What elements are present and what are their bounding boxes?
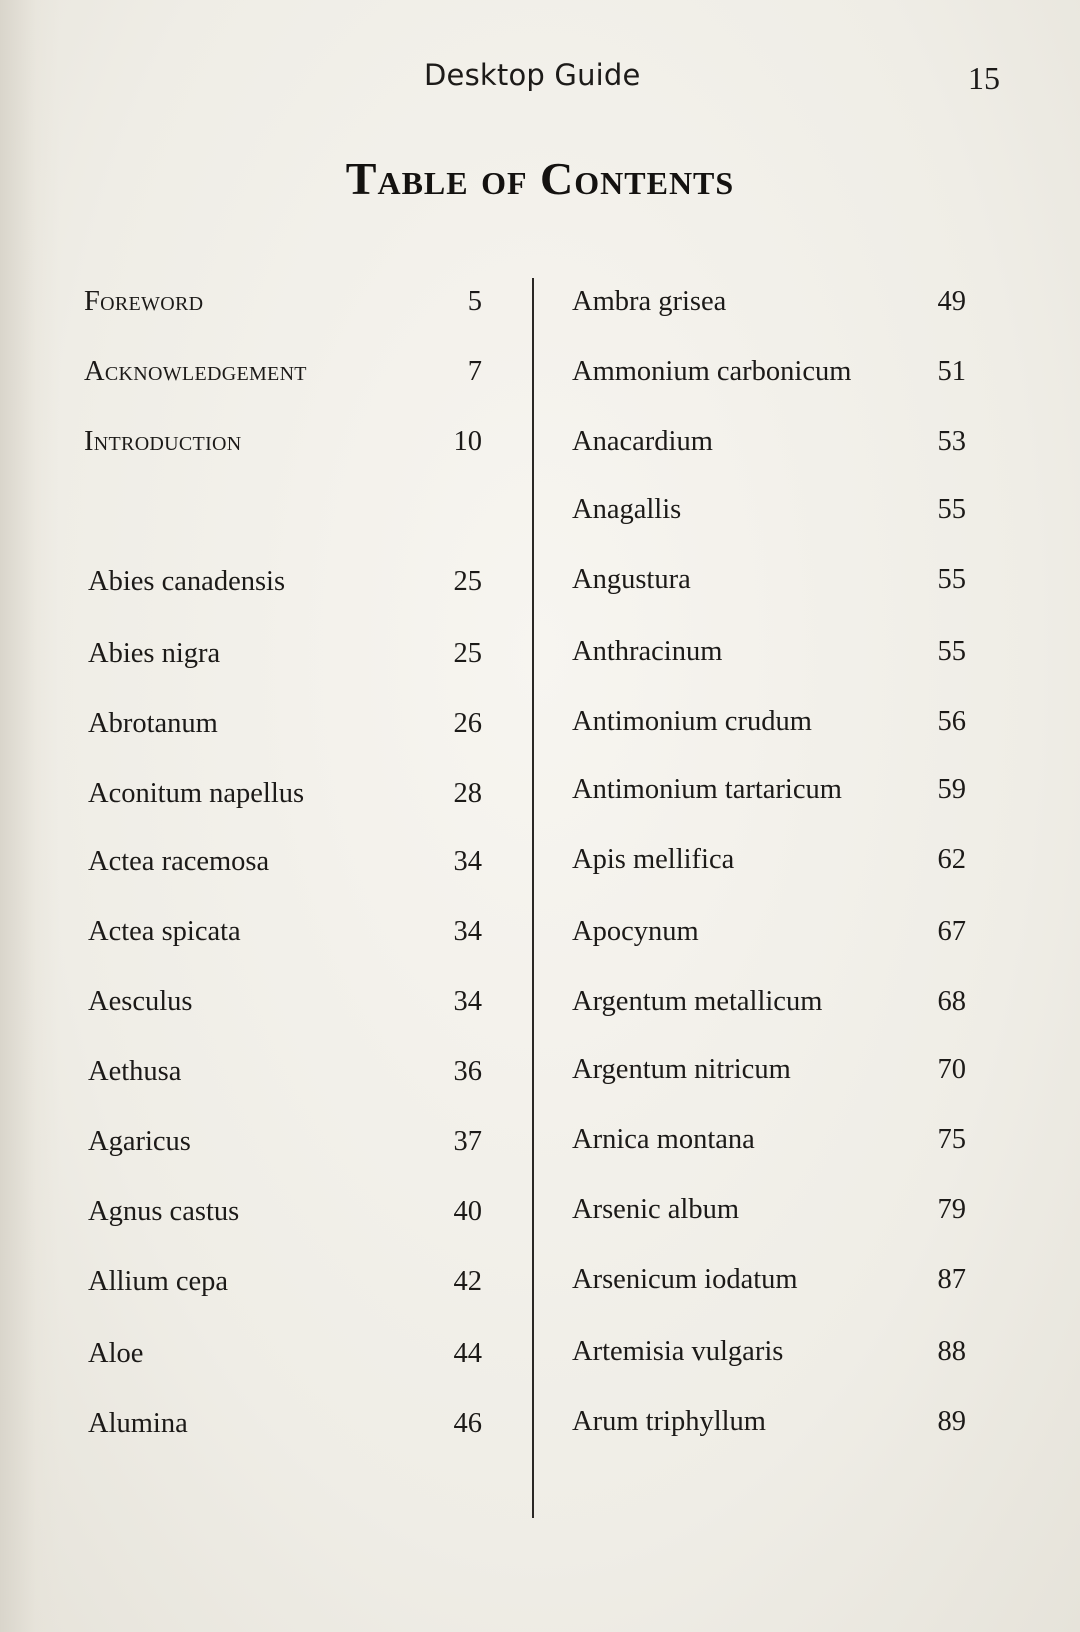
- toc-entry-page: 55: [937, 636, 966, 667]
- toc-entry-title: Anacardium: [572, 426, 713, 457]
- toc-entry: [88, 704, 482, 744]
- toc-entry-page: 68: [937, 986, 966, 1017]
- toc-entry-title: Actea spicata: [88, 916, 241, 947]
- toc-entry-title: Arnica montana: [572, 1124, 755, 1155]
- toc-entry-title: Foreword: [84, 286, 204, 317]
- toc-entry-page: 70: [937, 1054, 966, 1085]
- toc-entry-page: 37: [453, 1126, 482, 1157]
- toc-entry: [88, 1334, 482, 1374]
- toc-entry-title: Abies nigra: [88, 638, 221, 669]
- toc-entry: [572, 560, 966, 600]
- toc-entry-page: 56: [937, 706, 966, 737]
- toc-entry-page: 25: [453, 566, 482, 597]
- toc-entry: [84, 422, 482, 462]
- toc-entry: [572, 1260, 966, 1300]
- toc-entry: [88, 842, 482, 882]
- toc-entry-title: Argentum nitricum: [572, 1054, 791, 1085]
- toc-entry: [84, 352, 482, 392]
- toc-entry: [572, 352, 966, 392]
- toc-entry-page: 88: [937, 1336, 966, 1367]
- toc-entry-title: Aconitum napellus: [88, 778, 305, 809]
- toc-entry-title: Antimonium tartaricum: [572, 774, 842, 805]
- toc-entry-page: 34: [453, 986, 482, 1017]
- page-number: 15: [968, 60, 1000, 96]
- toc-entry-page: 26: [453, 708, 482, 739]
- toc-entry-page: 40: [453, 1196, 482, 1227]
- toc-entry: [88, 1122, 482, 1162]
- toc-entry-page: 46: [453, 1408, 482, 1439]
- toc-entry: [572, 422, 966, 462]
- toc-entry-title: Apocynum: [572, 916, 699, 947]
- toc-entry-page: 51: [937, 356, 966, 387]
- toc-entry-title: Angustura: [572, 564, 691, 595]
- toc-entry: [572, 770, 966, 810]
- toc-entry-page: 34: [453, 916, 482, 947]
- toc-entry: [572, 1332, 966, 1372]
- toc-entry-page: 34: [453, 846, 482, 877]
- toc-entry-title: Anthracinum: [572, 636, 723, 667]
- toc-entry-title: Acknowledgement: [84, 356, 307, 387]
- toc-entry: [88, 774, 482, 814]
- toc-entry-title: Anagallis: [572, 494, 682, 525]
- toc-entry-title: Apis mellifica: [572, 844, 735, 875]
- toc-entry: [88, 634, 482, 674]
- toc-entry-title: Alumina: [88, 1408, 188, 1439]
- toc-entry-title: Abies canadensis: [88, 566, 286, 597]
- toc-entry-page: 89: [937, 1406, 966, 1437]
- toc-entry-page: 49: [937, 286, 966, 317]
- toc-entry-page: 10: [453, 426, 482, 457]
- toc-entry: [572, 912, 966, 952]
- toc-entry-title: Allium cepa: [88, 1266, 229, 1297]
- toc-entry: [84, 282, 482, 322]
- toc-entry-title: Arsenic album: [572, 1194, 739, 1225]
- toc-entry-title: Arsenicum iodatum: [572, 1264, 798, 1295]
- toc-entry-page: 75: [937, 1124, 966, 1155]
- toc-entry-page: 28: [453, 778, 482, 809]
- toc-entry-page: 87: [937, 1264, 966, 1295]
- page-title: Table of Contents: [345, 153, 735, 204]
- toc-entry-page: 36: [453, 1056, 482, 1087]
- toc-entry-page: 53: [937, 426, 966, 457]
- toc-entry-title: Aethusa: [88, 1056, 182, 1087]
- toc-entry: [572, 702, 966, 742]
- toc-entry-title: Aesculus: [88, 986, 193, 1017]
- toc-entry-title: Aloe: [88, 1338, 144, 1369]
- toc-entry-title: Argentum metallicum: [572, 986, 823, 1017]
- toc-entry: [88, 1192, 482, 1232]
- toc-entry: [572, 632, 966, 672]
- toc-entry-title: Agaricus: [88, 1126, 191, 1157]
- toc-entry-title: Ambra grisea: [572, 286, 727, 317]
- toc-entry-page: 62: [937, 844, 966, 875]
- toc-entry: [88, 982, 482, 1022]
- toc-entry: [572, 490, 966, 530]
- toc-entry-title: Abrotanum: [88, 708, 218, 739]
- toc-entry-page: 42: [453, 1266, 482, 1297]
- running-head: Desktop Guide: [424, 58, 641, 92]
- toc-entry-page: 7: [467, 356, 482, 387]
- toc-entry: [572, 982, 966, 1022]
- toc-entry: [88, 1052, 482, 1092]
- toc-entry-page: 55: [937, 564, 966, 595]
- toc-entry: [572, 1050, 966, 1090]
- toc-entry-title: Introduction: [84, 426, 242, 457]
- toc-entry: [572, 1190, 966, 1230]
- spine-shadow: [0, 0, 60, 1632]
- toc-entry: [88, 1404, 482, 1444]
- toc-entry-page: 67: [937, 916, 966, 947]
- toc-entry-title: Antimonium crudum: [572, 706, 812, 737]
- toc-entry-page: 79: [937, 1194, 966, 1225]
- toc-entry-page: 55: [937, 494, 966, 525]
- toc-entry: [572, 1402, 966, 1442]
- toc-entry-page: 59: [937, 774, 966, 805]
- toc-entry: [88, 1262, 482, 1302]
- toc-entry-title: Ammonium carbonicum: [572, 356, 852, 387]
- toc-entry: [572, 1120, 966, 1160]
- toc-entry-title: Artemisia vulgaris: [572, 1336, 784, 1367]
- toc-entry-title: Agnus castus: [88, 1196, 240, 1227]
- toc-entry-title: Actea racemosa: [88, 846, 270, 877]
- toc-entry-page: 25: [453, 638, 482, 669]
- toc-entry-title: Arum triphyllum: [572, 1406, 766, 1437]
- toc-entry: [88, 912, 482, 952]
- toc-entry-page: 5: [467, 286, 482, 317]
- toc-entry: [88, 562, 482, 602]
- toc-entry-page: 44: [453, 1338, 482, 1369]
- column-divider: [532, 278, 534, 1518]
- toc-entry: [572, 282, 966, 322]
- toc-entry: [572, 840, 966, 880]
